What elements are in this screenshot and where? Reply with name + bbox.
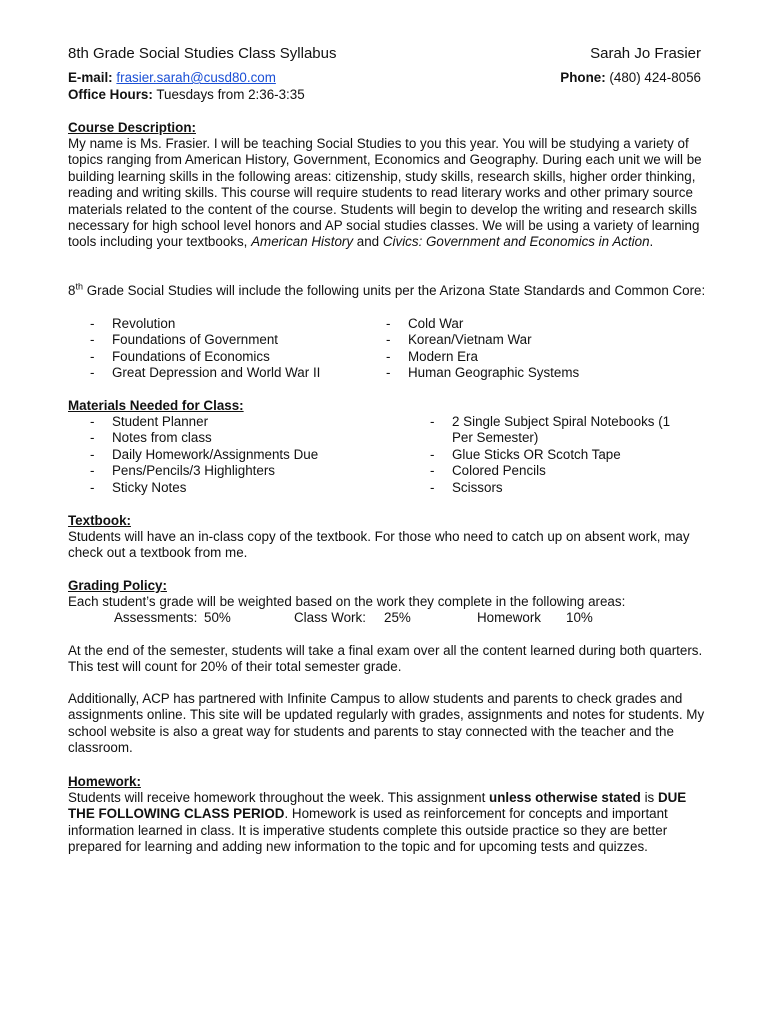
homework-text (68, 790, 708, 856)
grade-classwork-value: 25% (384, 610, 411, 625)
material-label: Student Planner (112, 414, 209, 429)
units-list-left (90, 316, 320, 382)
homework-text-3: . Homework is used as reinforcement for concepts and important information learned in class. It is imperative students complete this outside practice so they are better prepared for learning and adding new information to the topic and for upcoming tests and quizzes. (68, 806, 668, 855)
bullet-dash: - (430, 479, 435, 495)
list-item (430, 447, 690, 463)
list-item (386, 332, 579, 348)
bullet-dash: - (90, 332, 95, 348)
bullet-dash: - (90, 348, 95, 364)
homework-bold-2: DUE THE FOLLOWING CLASS PERIOD (68, 790, 687, 822)
material-label: Pens/Pencils/3 Highlighters (112, 463, 276, 479)
units-intro (68, 283, 708, 299)
units-intro-num: 8 (68, 283, 76, 298)
bullet-dash: - (90, 430, 95, 446)
infinite-campus-text: Additionally, ACP has partnered with Infinite Campus to allow students and parents to check grades and assignments online. This site will be updated regularly with grades, assignments and notes for students. My school website is also a great way for students and parents to stay connected with the teacher and the classroom. (68, 691, 705, 756)
bullet-dash: - (90, 365, 95, 381)
phone-number: (480) 424-8056 (609, 70, 701, 85)
unit-label: Modern Era (408, 348, 478, 364)
list-item (90, 480, 318, 496)
list-item (90, 316, 320, 332)
grade-assessments-label: Assessments: (114, 610, 198, 625)
grading-intro: Each student’s grade will be weighted based on the work they complete in the following areas: (68, 594, 626, 609)
list-item (90, 430, 318, 446)
list-item (430, 414, 690, 447)
list-item (386, 316, 579, 332)
bullet-dash: - (90, 316, 95, 331)
bullet-dash: - (90, 414, 95, 429)
list-item (90, 414, 318, 430)
list-item (386, 365, 579, 381)
bullet-dash: - (430, 414, 435, 429)
textbook-heading: Textbook: (68, 513, 131, 528)
list-item (90, 463, 318, 479)
course-description-heading: Course Description: (68, 120, 196, 135)
material-label: Notes from class (112, 430, 212, 446)
list-item (90, 332, 320, 348)
bullet-dash: - (386, 316, 391, 331)
office-hours-label: Office Hours: (68, 87, 153, 102)
bullet-dash: - (386, 348, 391, 364)
material-label: Colored Pencils (452, 463, 546, 479)
homework-text-2: is (640, 790, 658, 805)
course-end: . (649, 234, 654, 250)
grade-homework-label: Homework (477, 610, 541, 625)
bullet-dash: - (90, 463, 95, 479)
grading-heading: Grading Policy: (68, 578, 167, 593)
homework-bold-1: unless otherwise stated (489, 790, 641, 805)
bullet-dash: - (430, 463, 435, 479)
email-link[interactable]: frasier.sarah@cusd80.com (116, 70, 276, 85)
email-line (68, 70, 276, 86)
office-hours-value: Tuesdays from 2:36-3:35 (156, 87, 305, 102)
bullet-dash: - (90, 479, 95, 495)
homework-text-1: Students will receive homework throughout the week. This assignment (68, 790, 490, 805)
office-hours-line (68, 87, 305, 103)
material-label: Glue Sticks OR Scotch Tape (452, 446, 621, 462)
course-and: and (353, 234, 383, 250)
phone-label: Phone: (560, 70, 606, 85)
grade-classwork-label: Class Work: (294, 610, 366, 625)
bullet-dash: - (430, 446, 435, 462)
units-intro-text: Grade Social Studies will include the following units per the Arizona State Standards and Common Core: (82, 283, 706, 298)
materials-heading: Materials Needed for Class: (68, 398, 244, 413)
teacher-name: Sarah Jo Frasier (590, 45, 701, 62)
grade-homework-value: 10% (566, 610, 593, 625)
unit-label: Revolution (112, 316, 176, 331)
email-label: E-mail: (68, 70, 113, 85)
homework-heading: Homework: (68, 774, 141, 789)
book-civics: Civics: Government and Economics in Action (382, 234, 650, 250)
list-item (386, 349, 579, 365)
units-intro-sup: th (75, 281, 83, 292)
unit-label: Foundations of Economics (112, 348, 270, 364)
list-item (90, 365, 320, 381)
course-description-text (68, 136, 708, 251)
course-text: My name is Ms. Frasier. I will be teaching Social Studies to you this year. You will be studying a variety of topics ranging from American History, Government, Economics and Geography. During each unit we will be building learning skills in the following areas: citizenship, study skills, research skills, higher order thinking, reading and writing skills. This course will require students to read literary works and other primary source materials related to the content of the course. Students will begin to develop the writing and research skills necessary for high school level honors and AP social studies classes. We will be using a variety of learning tools including your textbooks, (68, 136, 702, 250)
list-item (90, 349, 320, 365)
material-label: Daily Homework/Assignments Due (112, 446, 319, 462)
unit-label: Foundations of Government (112, 332, 278, 348)
bullet-dash: - (386, 332, 391, 348)
syllabus-title: 8th Grade Social Studies Class Syllabus (68, 45, 337, 62)
final-exam-text: At the end of the semester, students will take a final exam over all the content learned during both quarters. This test will count for 20% of their total semester grade. (68, 643, 703, 675)
materials-list-right (430, 414, 690, 496)
bullet-dash: - (386, 365, 391, 381)
material-label: Sticky Notes (112, 479, 187, 495)
grade-assessments-value: 50% (204, 610, 231, 625)
unit-label: Great Depression and World War II (112, 365, 321, 381)
list-item (90, 447, 318, 463)
book-american-history: American History (251, 234, 354, 250)
materials-list-left (90, 414, 318, 496)
phone-line (560, 70, 701, 86)
material-label: 2 Single Subject Spiral Notebooks (1 Per Semester) (452, 414, 671, 446)
list-item (430, 480, 690, 496)
units-list-right (386, 316, 579, 382)
unit-label: Korean/Vietnam War (408, 332, 532, 348)
unit-label: Human Geographic Systems (408, 365, 580, 381)
list-item (430, 463, 690, 479)
unit-label: Cold War (408, 316, 464, 331)
textbook-text: Students will have an in-class copy of the textbook. For those who need to catch up on absent work, may check out a textbook from me. (68, 529, 690, 561)
material-label: Scissors (452, 479, 503, 495)
bullet-dash: - (90, 446, 95, 462)
